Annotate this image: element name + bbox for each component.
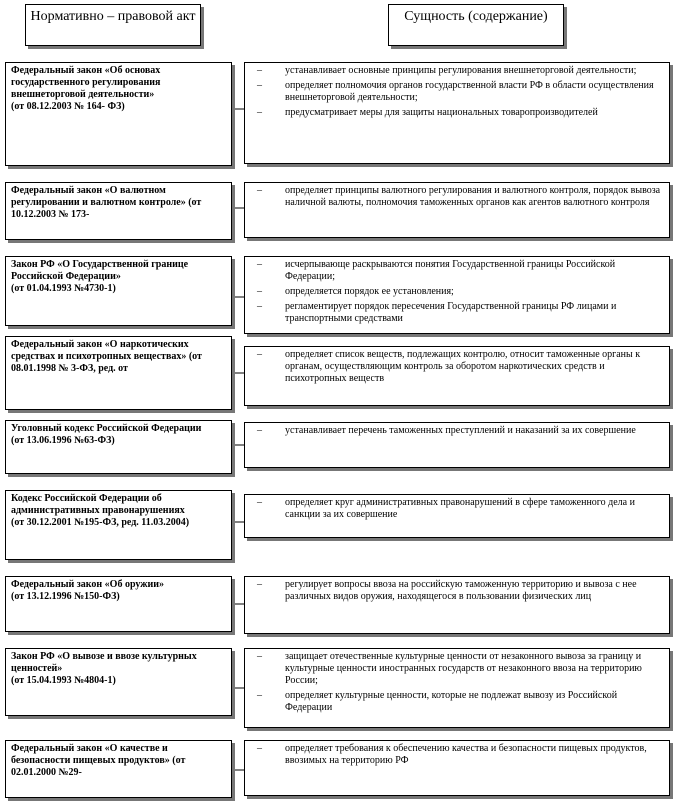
essence-item: – защищает отечественные культурные ценности от незаконного вывоза за границу и культурные ценности иностранных государств от незаконного ввоза на территорию России; bbox=[253, 651, 663, 687]
essence-item: – предусматривает меры для защиты национальных товаропроизводителей bbox=[253, 107, 663, 119]
law-title: Федеральный закон «О качестве и безопасности пищевых продуктов» (от 02.01.2000 №29- bbox=[11, 743, 186, 778]
essence-box bbox=[244, 422, 670, 468]
law-title: Федеральный закон «О валютном регулировании и валютном контроле» (от 10.12.2003 № 173- bbox=[11, 185, 202, 220]
law-meta: (от 13.06.1996 №63-ФЗ) bbox=[11, 435, 115, 446]
law-title: Федеральный закон «Об основах государственного регулирования внешнеторговой деятельности» bbox=[11, 65, 161, 100]
law-box bbox=[5, 420, 232, 474]
law-box bbox=[5, 336, 232, 410]
essence-item: – определяется порядок ее установления; bbox=[253, 286, 663, 298]
essence-item: – определяет круг административных правонарушений в сфере таможенного дела и санкции за их совершение bbox=[253, 497, 663, 521]
law-box bbox=[5, 490, 232, 560]
essence-box bbox=[244, 346, 670, 406]
essence-item: – устанавливает перечень таможенных преступлений и наказаний за их совершение bbox=[253, 425, 663, 437]
header-normative-act-label: Нормативно – правовой акт bbox=[30, 9, 196, 24]
essence-item: – определяет требования к обеспечению качества и безопасности пищевых продуктов, ввозимых на территорию РФ bbox=[253, 743, 663, 767]
law-meta: (от 01.04.1993 №4730-1) bbox=[11, 283, 116, 294]
law-box bbox=[5, 182, 232, 240]
header-essence-label: Сущность (содержание) bbox=[404, 9, 548, 24]
essence-box bbox=[244, 576, 670, 634]
essence-item: – определяет принципы валютного регулирования и валютного контроля, порядок вывоза наличной валюты, полномочия таможенных органов как агентов валютного контроля bbox=[253, 185, 663, 209]
essence-item: – определяет культурные ценности, которые не подлежат вывозу из Российской Федерации bbox=[253, 690, 663, 714]
essence-item: – устанавливает основные принципы регулирования внешнеторговой деятельности; bbox=[253, 65, 663, 77]
essence-box bbox=[244, 256, 670, 334]
law-title: Кодекс Российской Федерации об административных правонарушениях bbox=[11, 493, 185, 516]
law-title: Федеральный закон «Об оружии» bbox=[11, 579, 165, 590]
law-box bbox=[5, 62, 232, 166]
essence-item: – определяет полномочия органов государственной власти РФ в области осуществления внешнеторговой деятельности; bbox=[253, 80, 663, 104]
essence-item: – регулирует вопросы ввоза на российскую таможенную территорию и вывоза с нее различных видов оружия, находящегося в пользовании физических лиц bbox=[253, 579, 663, 603]
law-box bbox=[5, 256, 232, 326]
law-title: Уголовный кодекс Российской Федерации bbox=[11, 423, 202, 434]
law-meta: (от 30.12.2001 №195-ФЗ, ред. 11.03.2004) bbox=[11, 517, 190, 528]
law-meta: (от 15.04.1993 №4804-1) bbox=[11, 675, 116, 686]
essence-box bbox=[244, 740, 670, 796]
law-title: Федеральный закон «О наркотических средствах и психотропных веществах» (от 08.01.1998 № 3-ФЗ, ред. от bbox=[11, 339, 202, 374]
essence-box bbox=[244, 494, 670, 538]
essence-item: – регламентирует порядок пересечения Государственной границы РФ лицами и транспортными средствами bbox=[253, 301, 663, 325]
law-meta: (от 08.12.2003 № 164- ФЗ) bbox=[11, 101, 125, 112]
essence-box bbox=[244, 182, 670, 238]
law-meta: (от 13.12.1996 №150-ФЗ) bbox=[11, 591, 120, 602]
essence-item: – определяет список веществ, подлежащих контролю, относит таможенные органы к органам, осуществляющим контроль за оборотом наркотических средств и психотропных веществ bbox=[253, 349, 663, 385]
law-box bbox=[5, 648, 232, 716]
law-title: Закон РФ «О Государственной границе Российской Федерации» bbox=[11, 259, 189, 282]
header-normative-act bbox=[25, 4, 201, 46]
law-title: Закон РФ «О вывозе и ввозе культурных ценностей» bbox=[11, 651, 197, 674]
header-essence bbox=[388, 4, 564, 46]
essence-item: – исчерпывающе раскрываются понятия Государственной границы Российской Федерации; bbox=[253, 259, 663, 283]
law-box bbox=[5, 576, 232, 632]
law-box bbox=[5, 740, 232, 798]
essence-box bbox=[244, 648, 670, 728]
essence-box bbox=[244, 62, 670, 164]
